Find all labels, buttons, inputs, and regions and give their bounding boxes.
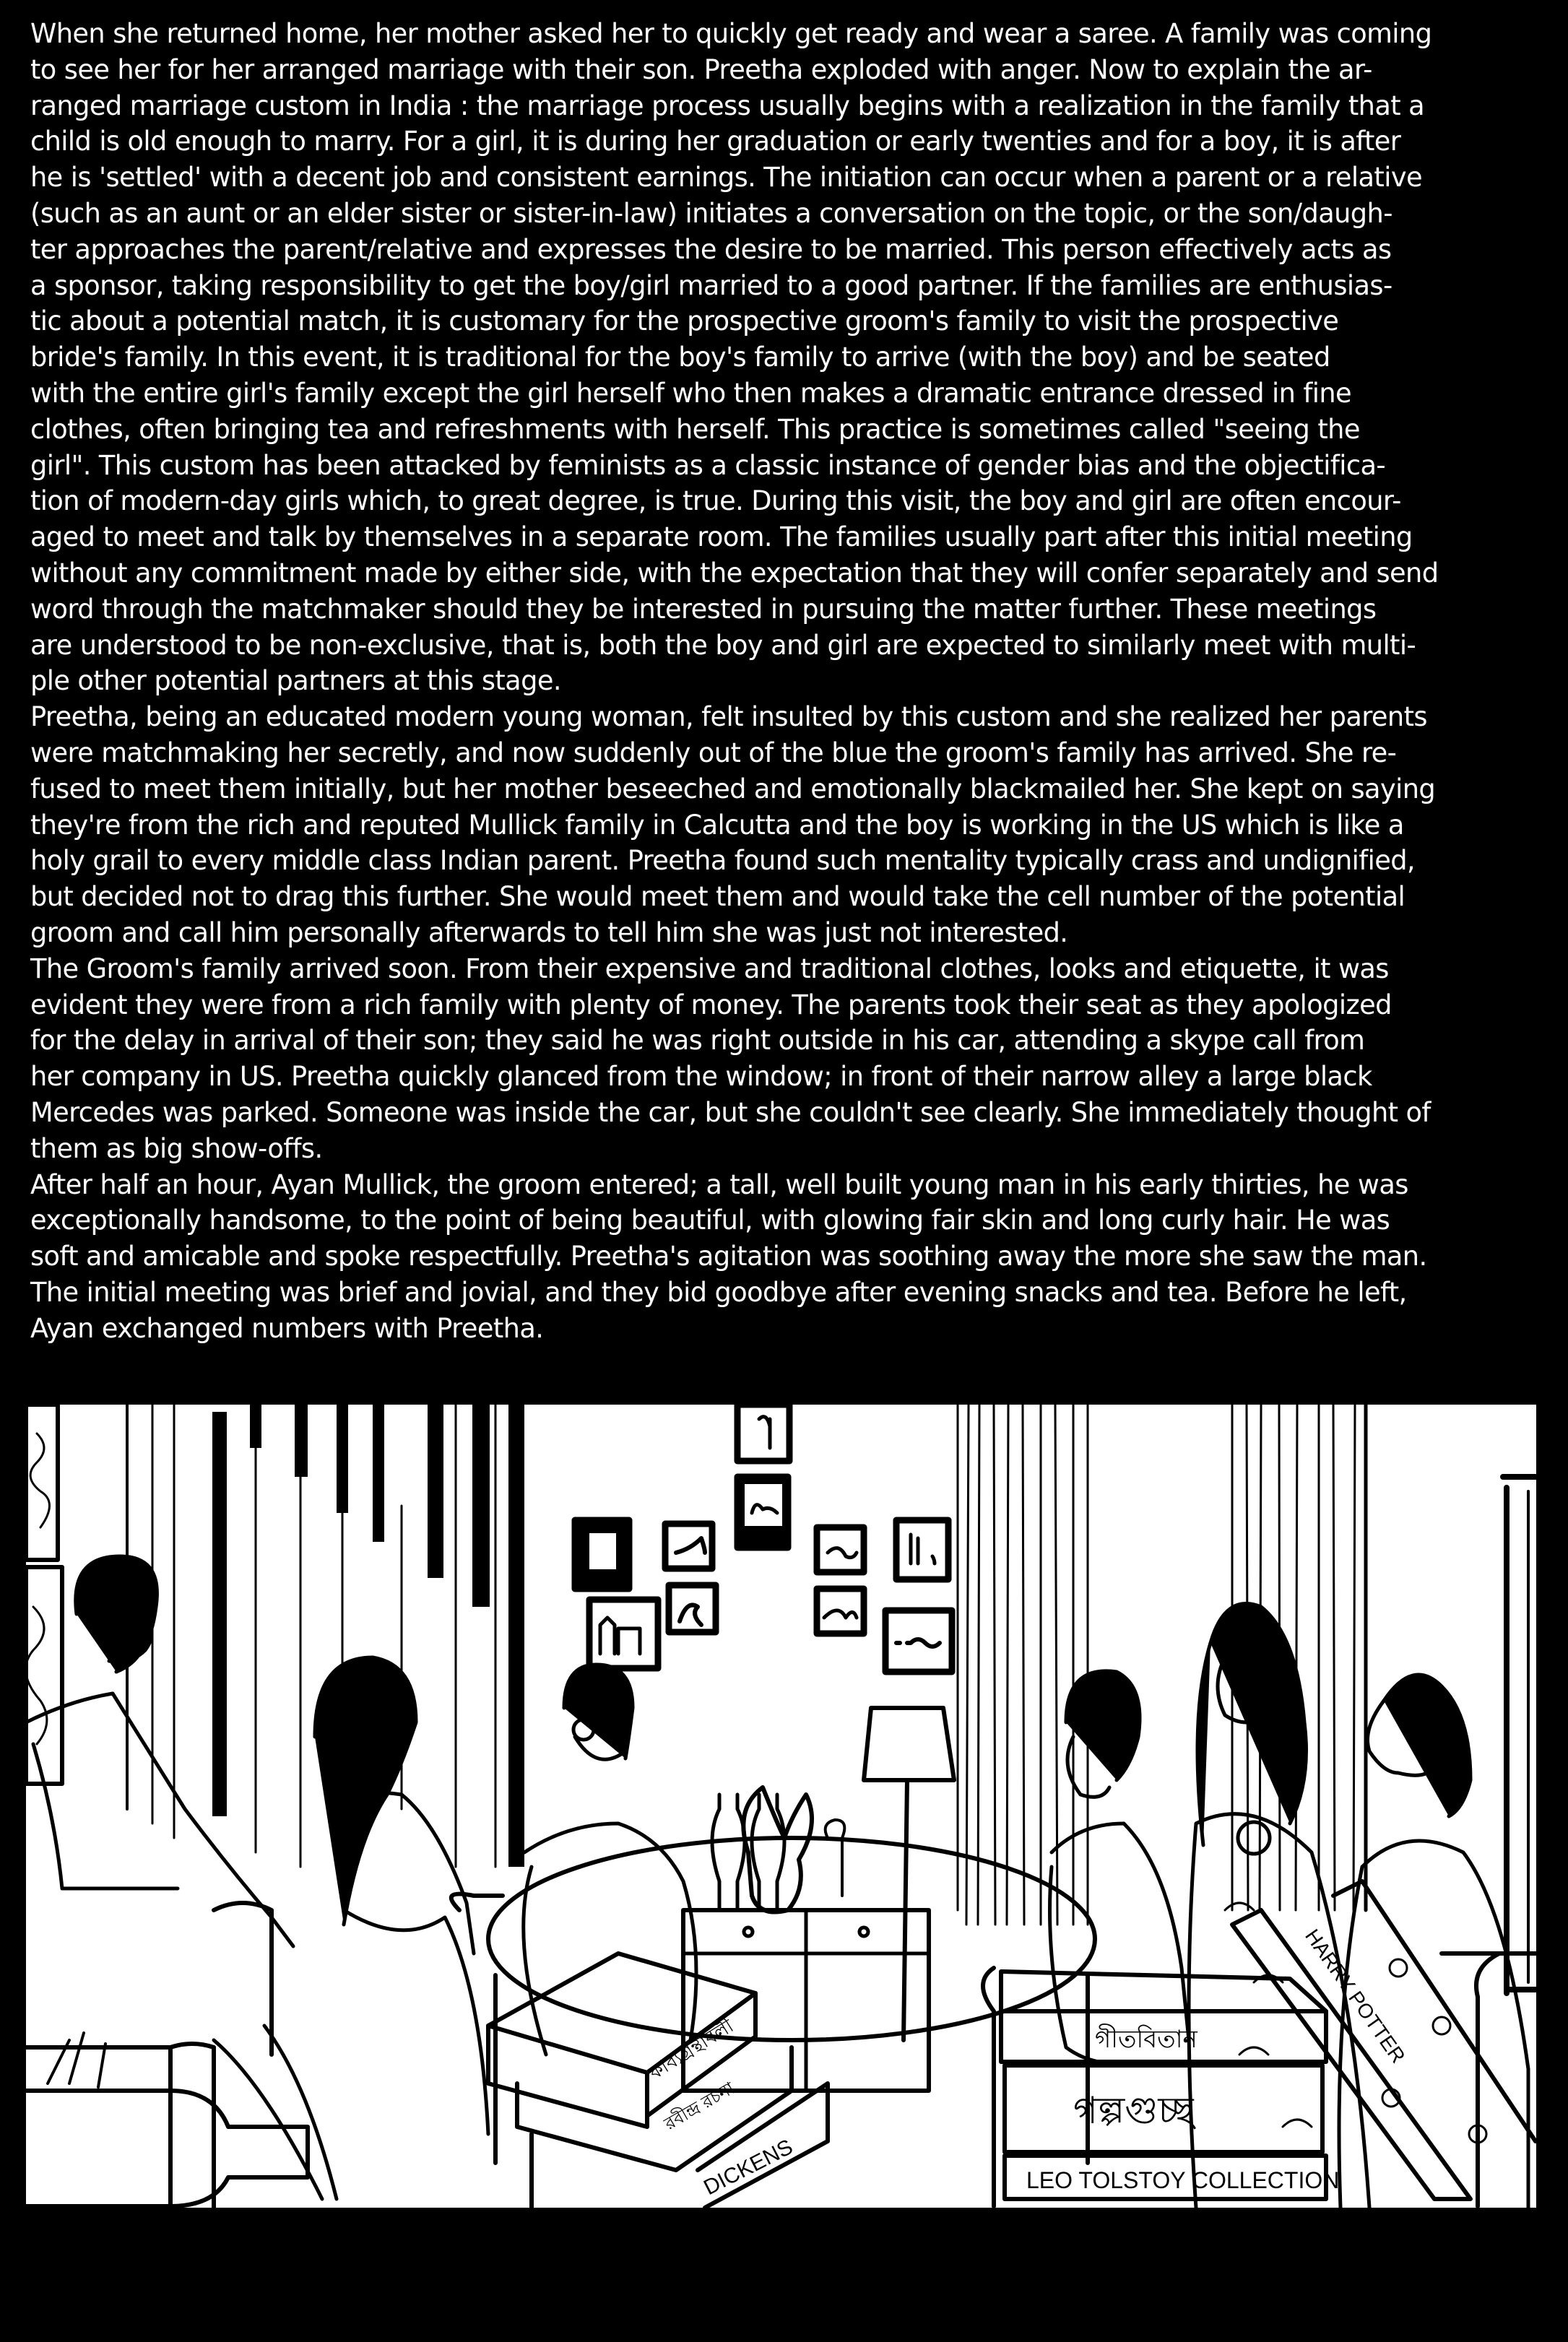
story-line: After half an hour, Ayan Mullick, the groom entered; a tall, well built young man in his early thirties, he was	[30, 1168, 1408, 1200]
story-line: them as big show-offs.	[30, 1132, 323, 1164]
story-line: were matchmaking her secretly, and now suddenly out of the blue the groom's family has arrived. She re-	[30, 737, 1397, 768]
story-line: he is 'settled' with a decent job and consistent earnings. The initiation can occur when a parent or a relative	[30, 162, 1422, 194]
story-line: aged to meet and talk by themselves in a separate room. The families usually part after this initial meeting	[30, 521, 1413, 553]
story-line: with the entire girl's family except the girl herself who then makes a dramatic entrance dressed in fine	[30, 377, 1352, 409]
story-line: tion of modern-day girls which, to great degree, is true. During this visit, the boy and girl are often encour-	[30, 485, 1401, 517]
ornament-frame	[26, 1405, 62, 1784]
book-label-gitabitan: গীতবিতান	[1095, 2026, 1197, 2053]
story-line: The initial meeting was brief and jovial, and they bid goodbye after evening snacks and tea. Before he left,	[30, 1276, 1407, 1308]
story-line: The Groom's family arrived soon. From their expensive and traditional clothes, looks and etiquette, it was	[30, 953, 1389, 984]
book-stack-right	[1001, 1972, 1326, 2199]
story-line: bride's family. In this event, it is traditional for the boy's family to arrive (with the boy) and be seated	[30, 342, 1330, 373]
story-line: Preetha, being an educated modern young woman, felt insulted by this custom and she realized her parents	[30, 701, 1427, 733]
story-line: ranged marriage custom in India : the marriage process usually begins with a realization in the family that a	[30, 90, 1425, 121]
figure-young-man-right	[1050, 1671, 1190, 2064]
story-line: (such as an aunt or an elder sister or sister-in-law) initiates a conversation on the topic, or the son/daugh-	[30, 197, 1392, 229]
illustration-panel	[26, 1405, 1536, 2208]
story-line: Ayan exchanged numbers with Preetha.	[30, 1312, 544, 1344]
book-label-dickens: DICKENS	[700, 2135, 797, 2200]
book-label-galpaguchchha: গল্পগুচ্ছ	[1073, 2090, 1194, 2132]
story-line: child is old enough to marry. For a girl, it is during her graduation or early twenties and for a boy, it is after	[30, 126, 1401, 157]
story-line: a sponsor, taking responsibility to get the boy/girl married to a good partner. If the families are enthusias-	[30, 269, 1392, 301]
story-line: fused to meet them initially, but her mother beseeched and emotionally blackmailed her. She kept on saying	[30, 773, 1436, 804]
story-line: for the delay in arrival of their son; they said he was right outside in his car, attending a skype call from	[30, 1025, 1365, 1057]
book-label-kabya: কাব্যগ্রন্থাবলী	[645, 2015, 737, 2084]
figure-young-woman	[315, 1657, 488, 2134]
bookshelf	[1503, 1477, 1536, 1993]
story-line: soft and amicable and spoke respectfully. Preetha's agitation was soothing away the more she saw the man.	[30, 1241, 1427, 1272]
story-line: but decided not to drag this further. She would meet them and would take the cell number of the potential	[30, 881, 1405, 913]
figure-young-man-left	[26, 1556, 337, 2199]
story-line: clothes, often bringing tea and refreshments with herself. This practice is sometimes called "seeing the	[30, 413, 1360, 445]
book-label-tolstoy: LEO TOLSTOY COLLECTION	[1026, 2167, 1340, 2193]
story-line: exceptionally handsome, to the point of being beautiful, with glowing fair skin and long curly hair. He was	[30, 1205, 1390, 1236]
story-line: holy grail to every middle class Indian parent. Preetha found such mentality typically crass and undignified,	[30, 845, 1416, 877]
story-line: When she returned home, her mother asked her to quickly get ready and wear a saree. A family was coming	[30, 18, 1432, 49]
book-label-harry-potter: HARRY POTTER	[1301, 1925, 1410, 2068]
sofa-left	[26, 1894, 503, 2208]
story-text	[30, 16, 1547, 1346]
story-line: her company in US. Preetha quickly glanced from the window; in front of their narrow alley a large black	[30, 1061, 1372, 1093]
living-room-illustration	[26, 1405, 1536, 2208]
story-line: ple other potential partners at this stage.	[30, 665, 561, 697]
story-line: to see her for her arranged marriage with their son. Preetha exploded with anger. Now to explain the ar-	[30, 53, 1372, 85]
story-line: Mercedes was parked. Someone was inside the car, but she couldn't see clearly. She immediately thought of	[30, 1096, 1431, 1128]
book-label-rabindra: রবীন্দ্র রচনা	[661, 2078, 738, 2135]
wine-bottle-foreground	[26, 2033, 308, 2206]
story-line: tic about a potential match, it is customary for the prospective groom's family to visit the prospective	[30, 305, 1339, 337]
story-line: evident they were from a rich family with plenty of money. The parents took their seat as they apologized	[30, 989, 1392, 1020]
story-line: word through the matchmaker should they be interested in pursuing the matter further. These meetings	[30, 593, 1377, 625]
story-line: groom and call him personally afterwards to tell him she was just not interested.	[30, 916, 1068, 948]
story-line: they're from the rich and reputed Mullick family in Calcutta and the boy is working in the US which is like a	[30, 809, 1404, 841]
story-line: girl". This custom has been attacked by feminists as a classic instance of gender bias and the objectifica-	[30, 449, 1386, 481]
story-line: ter approaches the parent/relative and expresses the desire to be married. This person effectively acts as	[30, 233, 1392, 265]
story-line: without any commitment made by either side, with the expectation that they will confer separately and send	[30, 557, 1439, 589]
wall-picture-frames	[575, 1405, 952, 1672]
story-line: are understood to be non-exclusive, that is, both the boy and girl are expected to similarly meet with multi-	[30, 629, 1416, 661]
